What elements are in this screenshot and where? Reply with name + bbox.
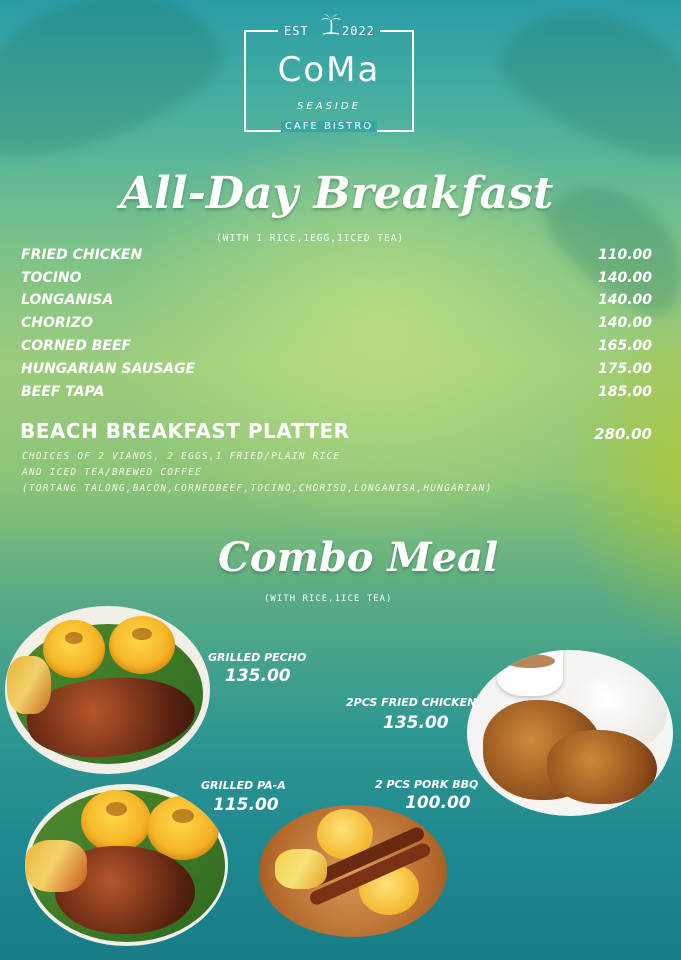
platter-desc-line: AND ICED TEA/BREWED COFFEE [22, 467, 202, 478]
java-rice [109, 616, 175, 674]
menu-item [21, 384, 652, 404]
menu-item-price: 185.00 [597, 384, 652, 400]
logo-subtitle [244, 121, 414, 132]
fried-chicken [547, 730, 657, 804]
menu-item-name: CORNED BEEF [21, 338, 132, 354]
atchara-pickles [7, 656, 51, 714]
combo-item-price: 135.00 [225, 666, 291, 686]
combo-item-price: 135.00 [383, 713, 449, 733]
menu-item-price: 175.00 [597, 361, 652, 377]
palm-leaf-shadow [485, 0, 681, 181]
platter-price: 280.00 [594, 425, 652, 443]
breakfast-title: All-Day Breakfast [120, 168, 554, 219]
menu-item [21, 270, 652, 290]
combo-note: (WITH RICE,1ICE TEA) [264, 594, 393, 604]
breakfast-note: (WITH 1 RICE,1EGG,1ICED TEA) [216, 233, 405, 244]
java-rice [43, 620, 105, 678]
combo-item-name: 2 PCS PORK BBQ [375, 778, 479, 791]
pork-bbq-photo [259, 805, 447, 937]
menu-item-name: HUNGARIAN SAUSAGE [21, 361, 196, 377]
logo-name: CoMa [277, 50, 381, 90]
combo-item-name: GRILLED PECHO [208, 651, 307, 664]
menu-item [21, 247, 652, 267]
palm-tree-icon [319, 12, 343, 36]
combo-item-name: GRILLED PA-A [201, 779, 286, 792]
palm-leaf-shadow [0, 0, 236, 180]
combo-item-price: 100.00 [405, 793, 471, 813]
platter-desc-line: (TORTANG TALONG,BACON,CORNEDBEEF,TOCINO,CHORISO,LONGANISA,HUNGARIAN) [22, 483, 493, 494]
menu-item-name: LONGANISA [21, 292, 114, 308]
combo-item-price: 115.00 [213, 795, 279, 815]
logo-est-label: EST [284, 24, 309, 38]
gravy-cup [497, 650, 563, 696]
java-rice [147, 796, 219, 860]
grilled-pecho-photo [5, 606, 210, 774]
logo-est-year: 2022 [342, 24, 375, 38]
menu-item-name: BEEF TAPA [21, 384, 105, 400]
logo-subtitle-text: CAFE BISTRO [281, 121, 377, 132]
menu-item [21, 292, 652, 312]
menu-item-price: 165.00 [597, 338, 652, 354]
menu-item-price: 140.00 [597, 270, 652, 286]
menu-item-name: TOCINO [21, 270, 82, 286]
platter-name: BEACH BREAKFAST PLATTER [20, 419, 350, 443]
menu-item-price: 140.00 [597, 315, 652, 331]
fried-chicken-photo [467, 650, 673, 816]
combo-title: Combo Meal [218, 534, 499, 581]
combo-item-name: 2PCS FRIED CHICKEN [346, 696, 477, 709]
atchara-pickles [25, 840, 87, 892]
menu-item [21, 315, 652, 335]
logo-tagline: SEASIDE [297, 101, 361, 112]
menu-item [21, 338, 652, 358]
platter-desc-line: CHOICES OF 2 VIANDS, 2 EGGS,1 FRIED/PLAIN RICE [22, 451, 341, 462]
menu-item [21, 361, 652, 381]
menu-item-price: 140.00 [597, 292, 652, 308]
menu-item-price: 110.00 [597, 247, 652, 263]
menu-item-name: FRIED CHICKEN [21, 247, 143, 263]
grilled-paa-photo [25, 784, 228, 946]
atchara-pickles [275, 849, 327, 889]
java-rice [81, 790, 151, 852]
menu-item-name: CHORIZO [21, 315, 93, 331]
